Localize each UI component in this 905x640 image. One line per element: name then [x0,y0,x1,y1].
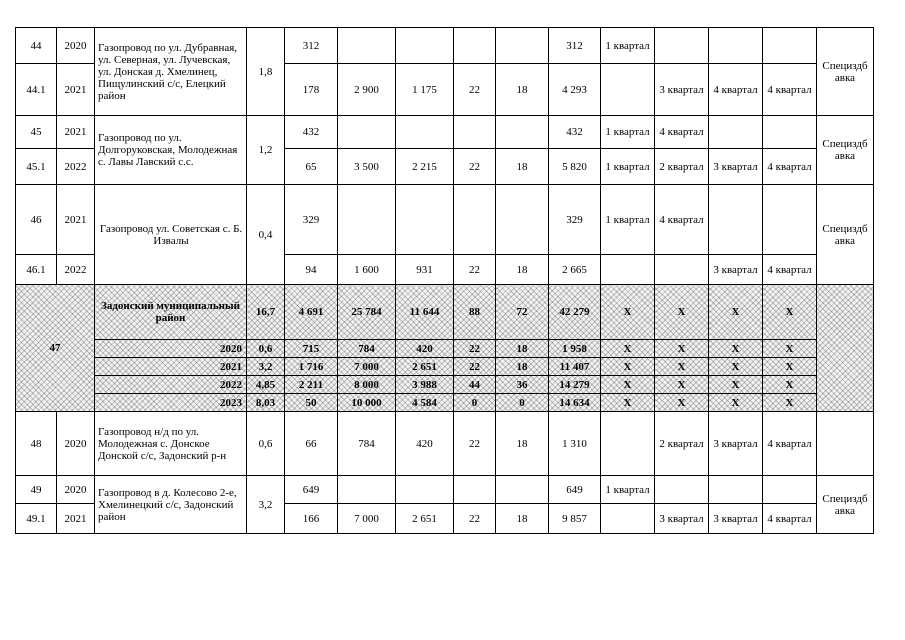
quarter-cell: 4 квартал [763,412,817,476]
quarter-cell: X [655,376,709,394]
total-cell: 4 293 [549,64,601,116]
value-cell [496,116,549,149]
quarter-cell [601,255,655,285]
value-cell: 18 [496,64,549,116]
value-cell: 11 644 [396,285,454,340]
total-cell: 42 279 [549,285,601,340]
row-number: 46 [16,185,57,255]
value-cell [396,28,454,64]
quarter-cell [601,412,655,476]
summary-year-row [16,358,874,376]
value-cell [396,476,454,504]
year-label: 2022 [95,376,247,394]
value-cell: 420 [396,412,454,476]
row-year: 2020 [57,412,95,476]
length-km: 3,2 [247,476,285,534]
row-year: 2021 [57,504,95,534]
value-cell: 22 [454,255,496,285]
object-name: Газопровод в д. Колесово 2-е, Хмелинецкий с/с, Задонский район [95,476,247,534]
row-number: 48 [16,412,57,476]
quarter-cell: 4 квартал [709,64,763,116]
value-cell [338,185,396,255]
quarter-cell: 4 квартал [655,116,709,149]
value-cell: 2 211 [285,376,338,394]
quarter-cell: X [655,394,709,412]
value-cell: 22 [454,340,496,358]
quarter-cell [601,64,655,116]
row-number: 49.1 [16,504,57,534]
quarter-cell [709,28,763,64]
quarter-cell: 1 квартал [601,185,655,255]
total-cell: 9 857 [549,504,601,534]
value-cell: 94 [285,255,338,285]
total-cell: 11 407 [549,358,601,376]
value-cell: 65 [285,149,338,185]
quarter-cell: 4 квартал [655,185,709,255]
value-cell: 2 651 [396,358,454,376]
value-cell: 4 584 [396,394,454,412]
length-km: 0,6 [247,412,285,476]
value-cell: 2 651 [396,504,454,534]
length-km: 0,6 [247,340,285,358]
total-cell: 14 634 [549,394,601,412]
value-cell: 2 215 [396,149,454,185]
quarter-cell: 3 квартал [655,64,709,116]
total-cell: 312 [549,28,601,64]
total-cell: 1 310 [549,412,601,476]
value-cell: 3 500 [338,149,396,185]
value-cell: 432 [285,116,338,149]
quarter-cell: X [601,358,655,376]
quarter-cell: 4 квартал [763,64,817,116]
object-name: Газопровод по ул. Долгоруковская, Молодежная с. Лавы Лавский с.с. [95,116,247,185]
contractor: Специздб авка [817,28,874,116]
quarter-cell: 2 квартал [655,149,709,185]
table-row [16,185,874,255]
contractor: Специздб авка [817,185,874,285]
quarter-cell: 3 квартал [709,412,763,476]
value-cell: 329 [285,185,338,255]
quarter-cell: X [709,285,763,340]
quarter-cell: X [709,358,763,376]
summary-year-row [16,376,874,394]
quarter-cell: X [763,285,817,340]
quarter-cell: X [601,376,655,394]
length-km: 1,8 [247,28,285,116]
row-number: 44.1 [16,64,57,116]
quarter-cell: X [601,340,655,358]
value-cell: 1 716 [285,358,338,376]
quarter-cell: X [601,285,655,340]
quarter-cell: X [763,340,817,358]
value-cell: 22 [454,358,496,376]
quarter-cell: X [763,394,817,412]
value-cell: 18 [496,340,549,358]
total-cell: 432 [549,116,601,149]
quarter-cell: 4 квартал [763,504,817,534]
quarter-cell: 4 квартал [763,255,817,285]
row-number: 44 [16,28,57,64]
quarter-cell: X [601,394,655,412]
value-cell: 18 [496,255,549,285]
quarter-cell: 3 квартал [709,504,763,534]
total-cell: 649 [549,476,601,504]
quarter-cell: 1 квартал [601,476,655,504]
value-cell: 22 [454,504,496,534]
length-km: 1,2 [247,116,285,185]
year-label: 2023 [95,394,247,412]
quarter-cell [763,476,817,504]
quarter-cell: X [709,394,763,412]
quarter-cell [655,255,709,285]
value-cell: 1 175 [396,64,454,116]
row-year: 2021 [57,64,95,116]
value-cell: 44 [454,376,496,394]
table-row [16,412,874,476]
quarter-cell: X [655,358,709,376]
row-year: 2020 [57,28,95,64]
table-row [16,116,874,149]
value-cell [454,476,496,504]
quarter-cell: 3 квартал [709,255,763,285]
value-cell [454,28,496,64]
value-cell: 66 [285,412,338,476]
contractor: Специздб авка [817,116,874,185]
value-cell [396,185,454,255]
value-cell: 649 [285,476,338,504]
value-cell: 8 000 [338,376,396,394]
quarter-cell: X [709,340,763,358]
summary-row [16,285,874,340]
total-cell: 5 820 [549,149,601,185]
year-label: 2020 [95,340,247,358]
value-cell: 22 [454,149,496,185]
value-cell [338,28,396,64]
value-cell: 50 [285,394,338,412]
row-year: 2022 [57,149,95,185]
row-number: 45.1 [16,149,57,185]
value-cell: 931 [396,255,454,285]
quarter-cell: 4 квартал [763,149,817,185]
value-cell: 22 [454,412,496,476]
value-cell [454,116,496,149]
row-number: 46.1 [16,255,57,285]
value-cell: 3 988 [396,376,454,394]
length-km: 8,03 [247,394,285,412]
value-cell: 7 000 [338,504,396,534]
quarter-cell: X [763,358,817,376]
value-cell: 1 600 [338,255,396,285]
value-cell: 7 000 [338,358,396,376]
length-km: 16,7 [247,285,285,340]
value-cell [496,185,549,255]
value-cell: 18 [496,412,549,476]
quarter-cell [709,476,763,504]
quarter-cell [655,476,709,504]
value-cell [496,28,549,64]
object-name: Газопровод ул. Советская с. Б. Извалы [95,185,247,285]
quarter-cell: X [655,285,709,340]
quarter-cell [763,185,817,255]
value-cell: 2 900 [338,64,396,116]
quarter-cell [763,116,817,149]
value-cell: 715 [285,340,338,358]
value-cell: 784 [338,412,396,476]
value-cell [454,185,496,255]
row-year: 2022 [57,255,95,285]
quarter-cell: X [655,340,709,358]
quarter-cell: 2 квартал [655,412,709,476]
value-cell: 36 [496,376,549,394]
length-km: 3,2 [247,358,285,376]
value-cell [338,116,396,149]
row-number: 45 [16,116,57,149]
quarter-cell: X [763,376,817,394]
quarter-cell [709,185,763,255]
quarter-cell [601,504,655,534]
row-number: 47 [16,285,95,412]
construction-schedule-table [15,27,874,534]
value-cell: 0 [496,394,549,412]
quarter-cell [655,28,709,64]
total-cell: 2 665 [549,255,601,285]
object-name: Газопровод н/д по ул. Молодежная с. Донское Донской с/с, Задонский р-н [95,412,247,476]
contractor [817,412,874,476]
value-cell [396,116,454,149]
value-cell: 178 [285,64,338,116]
year-label: 2021 [95,358,247,376]
value-cell: 18 [496,149,549,185]
value-cell: 166 [285,504,338,534]
quarter-cell [709,116,763,149]
length-km: 0,4 [247,185,285,285]
quarter-cell: X [709,376,763,394]
total-cell: 329 [549,185,601,255]
contractor [817,285,874,412]
value-cell: 0 [454,394,496,412]
value-cell: 4 691 [285,285,338,340]
row-year: 2020 [57,476,95,504]
table-row [16,476,874,504]
value-cell: 18 [496,504,549,534]
quarter-cell: 3 квартал [655,504,709,534]
value-cell: 10 000 [338,394,396,412]
quarter-cell: 1 квартал [601,149,655,185]
quarter-cell: 1 квартал [601,28,655,64]
value-cell: 420 [396,340,454,358]
value-cell [496,476,549,504]
total-cell: 14 279 [549,376,601,394]
value-cell: 25 784 [338,285,396,340]
row-year: 2021 [57,116,95,149]
summary-year-row [16,394,874,412]
value-cell: 22 [454,64,496,116]
quarter-cell: 3 квартал [709,149,763,185]
quarter-cell [763,28,817,64]
value-cell: 784 [338,340,396,358]
region-name: Задонский муниципальный район [95,285,247,340]
value-cell [338,476,396,504]
value-cell: 312 [285,28,338,64]
length-km: 4,85 [247,376,285,394]
row-number: 49 [16,476,57,504]
value-cell: 72 [496,285,549,340]
summary-year-row [16,340,874,358]
object-name: Газопровод по ул. Дубравная, ул. Северная, ул. Лучевская, ул. Донская д. Хмелинец, Пищулинский с/с, Елецкий район [95,28,247,116]
value-cell: 88 [454,285,496,340]
contractor: Специздб авка [817,476,874,534]
value-cell: 18 [496,358,549,376]
table-row [16,28,874,64]
row-year: 2021 [57,185,95,255]
quarter-cell: 1 квартал [601,116,655,149]
total-cell: 1 958 [549,340,601,358]
